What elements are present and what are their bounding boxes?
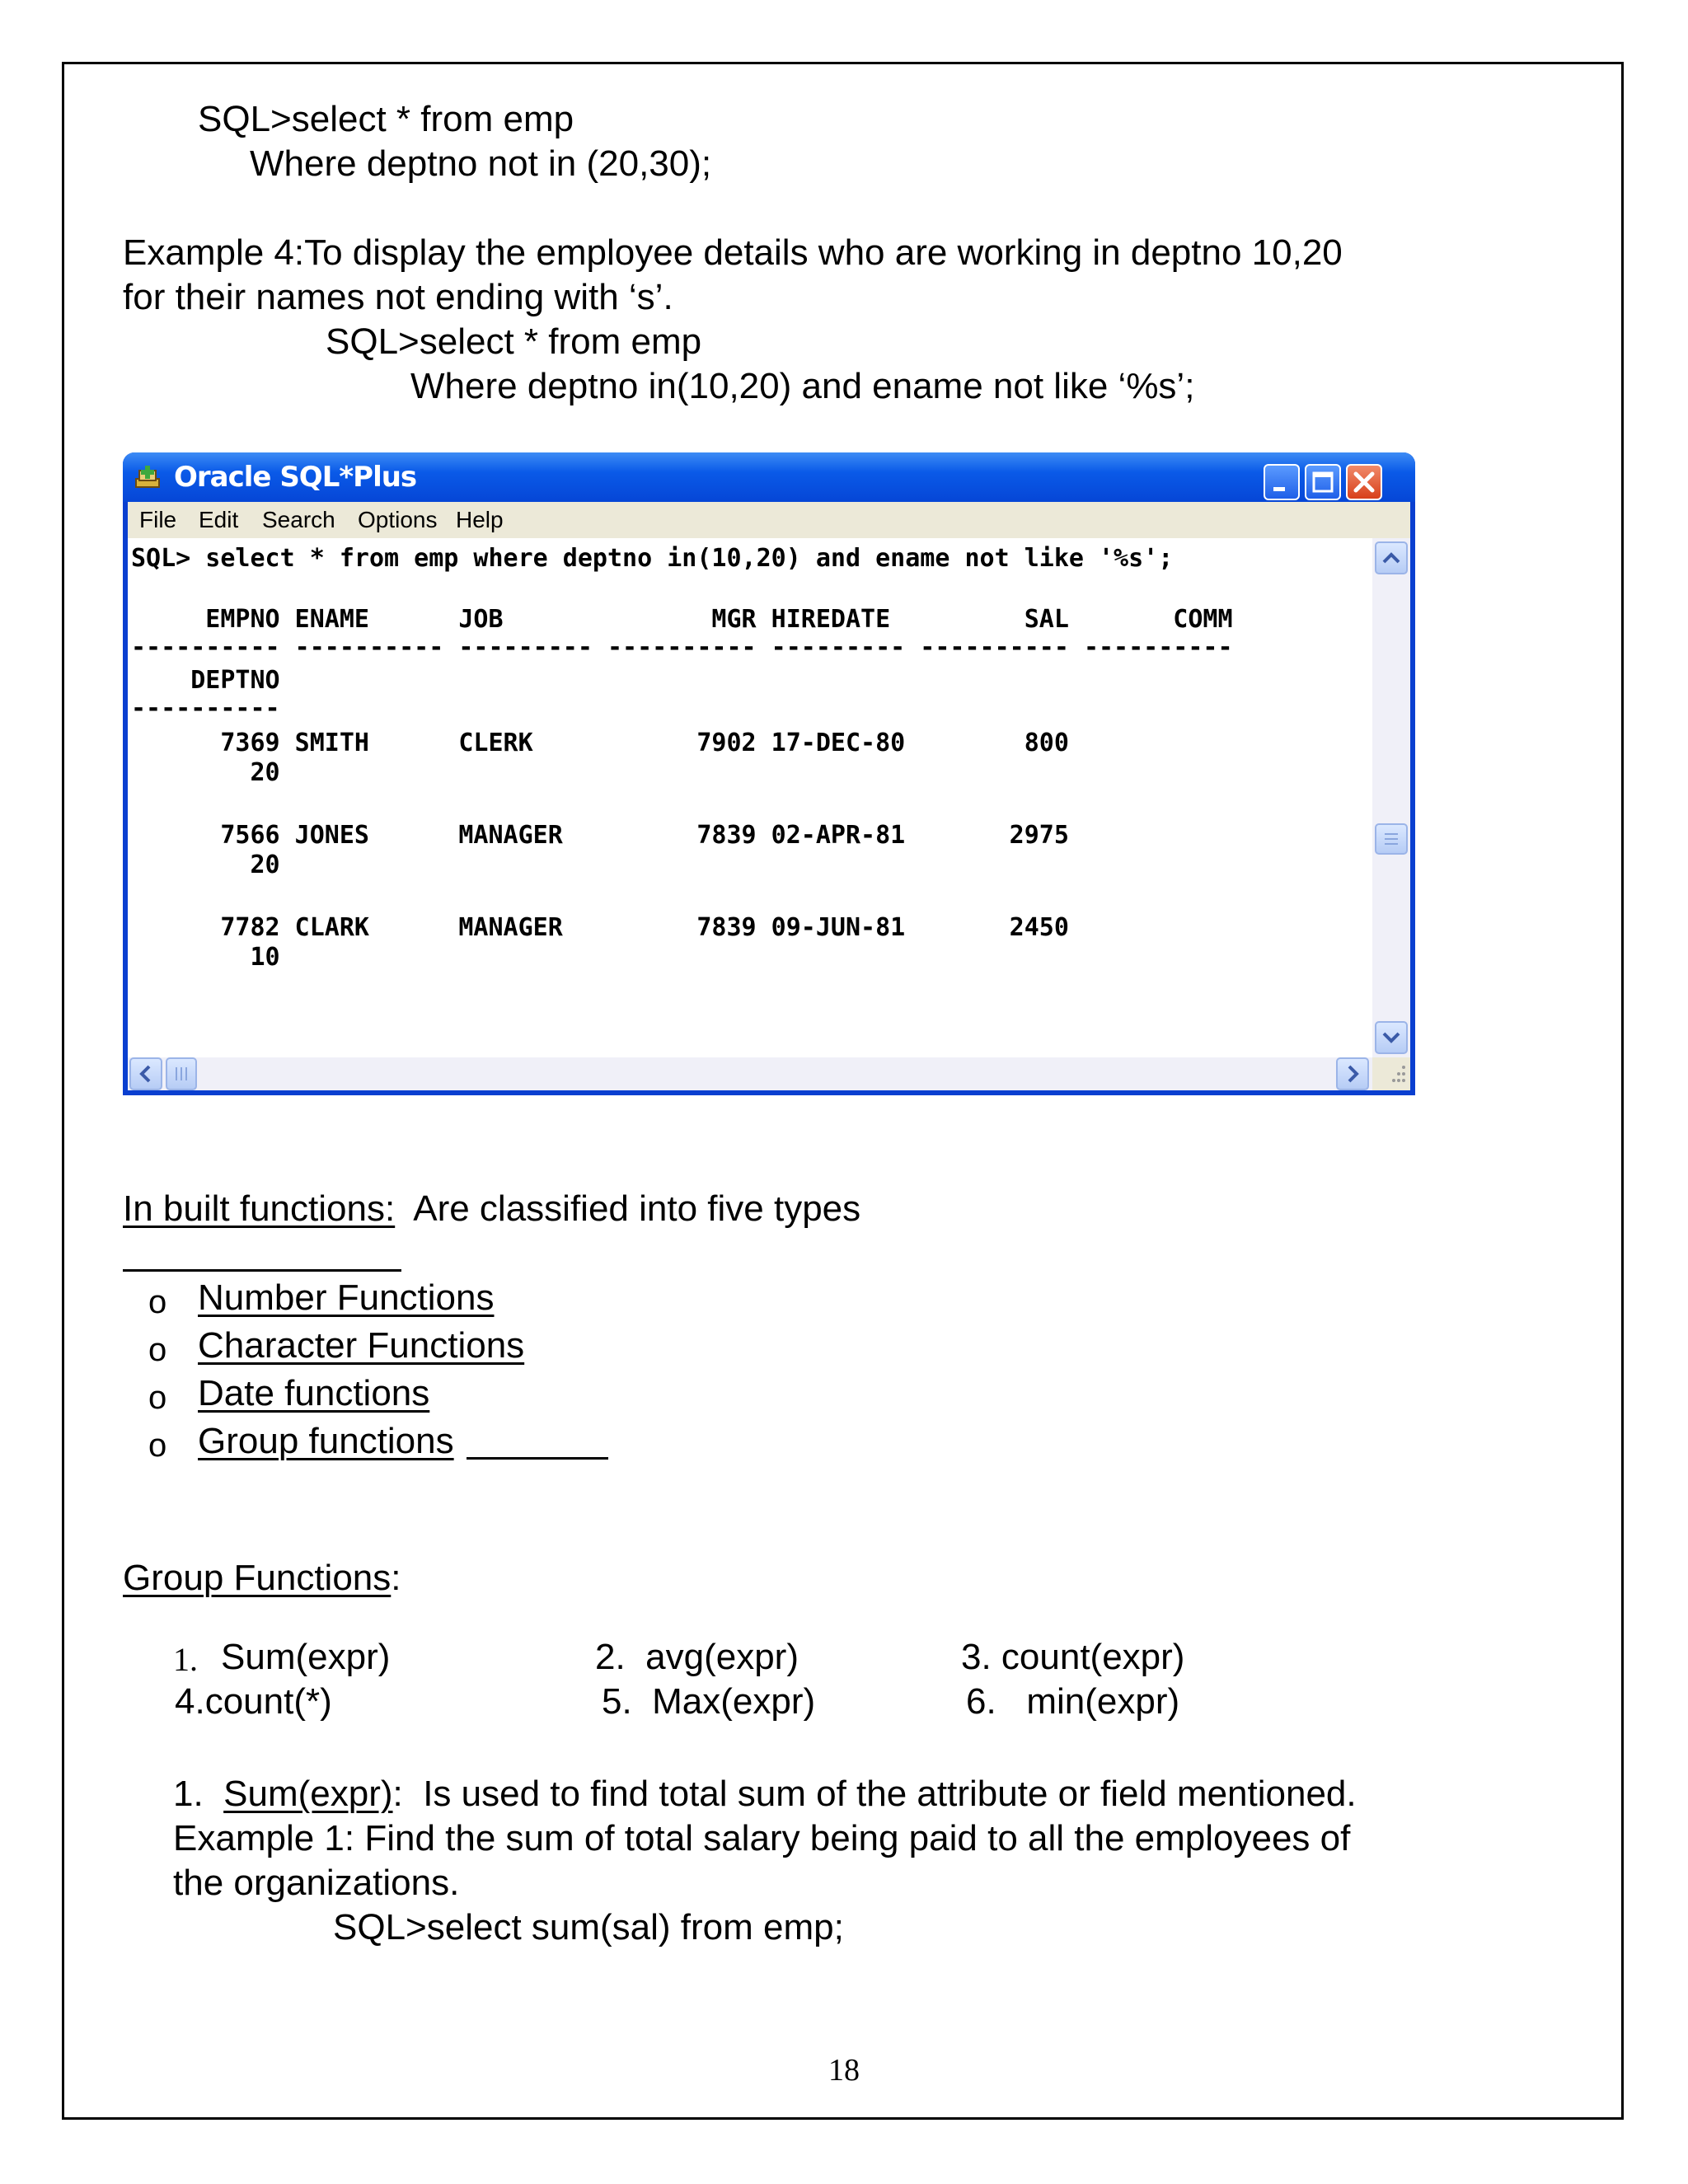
- sum-definition-num: 1.: [173, 1774, 224, 1814]
- group-heading-line: [123, 1556, 401, 1601]
- close-button[interactable]: [1346, 464, 1382, 500]
- console-line: 7369 SMITH CLERK 7902 17-DEC-80 800: [131, 729, 1069, 757]
- example4-sql-2: Where deptno in(10,20) and ename not like ‘%s’;: [410, 366, 1195, 406]
- page-number: 18: [828, 2053, 860, 2088]
- chevron-down-icon: [1376, 1023, 1406, 1052]
- maximize-icon: [1306, 466, 1339, 499]
- group-heading-colon: :: [391, 1558, 401, 1598]
- chevron-right-icon: [1338, 1059, 1367, 1089]
- console-line: 20: [131, 851, 280, 879]
- bullet-icon: o: [148, 1332, 167, 1368]
- menu-help[interactable]: Help: [456, 507, 504, 532]
- sum-definition-desc: : Is used to find total sum of the attribute or field mentioned.: [392, 1774, 1357, 1814]
- console-line: EMPNO ENAME JOB MGR HIREDATE SAL COMM: [131, 605, 1233, 634]
- scroll-up-button[interactable]: [1375, 541, 1408, 574]
- top-query-line-2: Where deptno not in (20,30);: [250, 143, 712, 184]
- chevron-up-icon: [1376, 543, 1406, 573]
- sqlplus-window: [123, 452, 1415, 1095]
- inbuilt-underline-rule: [123, 1269, 401, 1272]
- group-list-max: 5. Max(expr): [602, 1681, 816, 1722]
- console-line: 7782 CLARK MANAGER 7839 09-JUN-81 2450: [131, 913, 1069, 942]
- console-line: 10: [131, 943, 280, 972]
- sqlplus-app-icon: [134, 464, 161, 490]
- scroll-down-button[interactable]: [1375, 1021, 1408, 1054]
- grip-lines-icon: [1376, 825, 1406, 853]
- grip-lines-icon: [167, 1059, 195, 1089]
- item-date-functions: Date functions: [198, 1373, 430, 1413]
- example4-line-1: Example 4:To display the employee details who are working in deptno 10,20: [123, 232, 1343, 273]
- sum-definition-line: [173, 1772, 1357, 1816]
- console-output[interactable]: [128, 538, 1372, 1057]
- title-bar[interactable]: [123, 452, 1415, 502]
- group-heading: Group Functions: [123, 1558, 392, 1598]
- horizontal-scrollbar[interactable]: [128, 1057, 1372, 1090]
- top-query-line-1: SQL>select * from emp: [198, 99, 574, 139]
- menu-edit[interactable]: Edit: [199, 507, 239, 532]
- group-list-avg: 2. avg(expr): [595, 1637, 799, 1677]
- console-line: 20: [131, 758, 280, 787]
- chevron-left-icon: [131, 1059, 161, 1089]
- menu-options[interactable]: Options: [358, 507, 438, 532]
- maximize-button[interactable]: [1305, 464, 1341, 500]
- menu-search[interactable]: Search: [262, 507, 335, 532]
- console-line: 7566 JONES MANAGER 7839 02-APR-81 2975: [131, 821, 1069, 850]
- item-character-functions: Character Functions: [198, 1325, 525, 1366]
- sum-term: Sum(expr): [223, 1774, 393, 1814]
- menu-bar: [128, 502, 1410, 538]
- item-group-functions: Group functions: [198, 1421, 454, 1461]
- sum-example-sql: SQL>select sum(sal) from emp;: [333, 1907, 844, 1947]
- bullet-icon: o: [148, 1427, 167, 1464]
- inbuilt-heading-line: [123, 1187, 860, 1231]
- console-line: SQL> select * from emp where deptno in(10,20) and ename not like '%s';: [131, 544, 1174, 573]
- inbuilt-heading: In built functions:: [123, 1188, 396, 1229]
- sum-example-line-1: Example 1: Find the sum of total salary being paid to all the employees of: [173, 1818, 1351, 1858]
- window-title: Oracle SQL*Plus: [174, 461, 417, 494]
- menu-file[interactable]: File: [139, 507, 177, 532]
- resize-grip-icon: [1372, 1057, 1410, 1090]
- horizontal-scroll-thumb[interactable]: [166, 1057, 197, 1090]
- group-list-num-1: 1.: [173, 1641, 198, 1678]
- example4-line-2: for their names not ending with ‘s’.: [123, 277, 673, 317]
- bullet-icon: o: [148, 1284, 167, 1320]
- inbuilt-heading-rest: Are classified into five types: [395, 1188, 861, 1229]
- group-list-count-star: 4.count(*): [175, 1681, 332, 1722]
- scroll-left-button[interactable]: [129, 1057, 162, 1090]
- scroll-thumb[interactable]: [1375, 823, 1408, 855]
- scroll-right-button[interactable]: [1336, 1057, 1369, 1090]
- vertical-scrollbar[interactable]: [1372, 538, 1410, 1057]
- group-list-count: 3. count(expr): [961, 1637, 1185, 1677]
- close-icon: [1348, 466, 1381, 499]
- minimize-button[interactable]: [1264, 464, 1300, 500]
- console-line: DEPTNO: [131, 666, 280, 695]
- console-line: ---------- ---------- --------- ---------- --------- ---------- ----------: [131, 633, 1233, 662]
- group-list-sum: Sum(expr): [221, 1637, 391, 1677]
- item-number-functions: Number Functions: [198, 1277, 495, 1318]
- group-functions-trailing-rule: [467, 1457, 608, 1460]
- group-list-min: 6. min(expr): [966, 1681, 1180, 1722]
- console-line: ----------: [131, 694, 280, 723]
- bullet-icon: o: [148, 1380, 167, 1416]
- resize-grip[interactable]: [1372, 1057, 1410, 1090]
- minimize-icon: [1265, 466, 1298, 499]
- example4-sql-1: SQL>select * from emp: [326, 321, 702, 362]
- sum-example-line-2: the organizations.: [173, 1863, 460, 1903]
